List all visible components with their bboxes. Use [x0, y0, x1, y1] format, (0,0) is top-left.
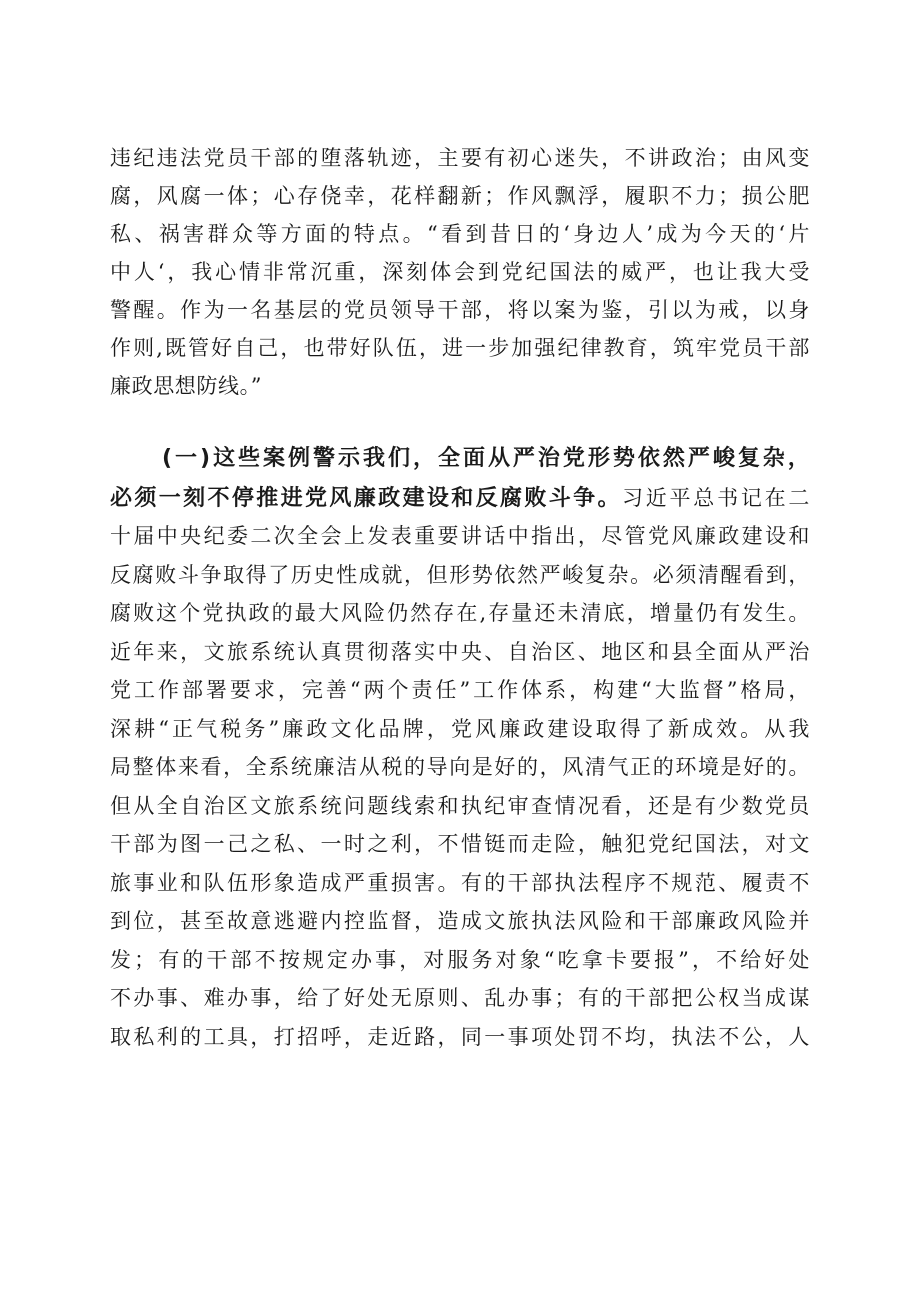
paragraph-2-line: 但从全自治区文旅系统问题线索和执纪审查情况看，还是有少数党员: [110, 793, 810, 818]
paragraph-2-line: 发；有的干部不按规定办事，对服务对象“吃拿卡要报”，不给好处: [110, 947, 810, 972]
paragraph-2-line: 局整体来看，全系统廉洁从税的导向是好的，风清气正的环境是好的。: [110, 755, 810, 779]
paragraph-2-line: 到位，甚至故意逃避内控监督，造成文旅执法风险和干部廉政风险并: [110, 909, 810, 933]
paragraph-2-line: 取私利的工具，打招呼，走近路，同一事项处罚不均，执法不公，人: [110, 1024, 810, 1049]
paragraph-2: [110, 440, 810, 1056]
paragraph-2-line: 十届中央纪委二次全会上发表重要讲话中指出，尽管党风廉政建设和: [110, 524, 810, 548]
paragraph-1-line: 中人‘，我心情非常沉重，深刻体会到党纪国法的威严，也让我大受: [110, 260, 810, 284]
section-heading-line-1: (一)这些案例警示我们，全面从严治党形势依然严峻复杂，: [162, 446, 810, 471]
paragraph-2-line: 近年来，文旅系统认真贯彻落实中央、自治区、地区和县全面从严治: [110, 639, 810, 664]
paragraph-2-line: 深耕“正气税务”廉政文化品牌，党风廉政建设取得了新成效。从我: [110, 716, 810, 741]
paragraph-2-line: 干部为图一己之私、一时之利，不惜铤而走险，触犯党纪国法，对文: [110, 832, 810, 856]
section-heading-bold-text: 必须一刻不停推进党风廉政建设和反腐败斗争。: [110, 485, 622, 511]
paragraph-1: [110, 139, 810, 405]
paragraph-2-line: 党工作部署要求，完善“两个责任”工作体系，构建“大监督”格局，: [110, 678, 810, 702]
section-heading-rest-text: 习近平总书记在二: [621, 485, 810, 510]
paragraph-1-line: 腐，风腐一体；心存侥幸，花样翻新；作风飘浮，履职不力；损公肥: [110, 184, 810, 208]
paragraph-2-line: 不办事、难办事，给了好处无原则、乱办事；有的干部把公权当成谋: [110, 986, 810, 1010]
section-heading-line-2: [110, 479, 810, 518]
paragraph-2-line: 反腐败斗争取得了历史性成就，但形势依然严峻复杂。必须清醒看到，: [110, 562, 810, 587]
paragraph-2-line: 腐败这个党执政的最大风险仍然存在,存量还未清底，增量仍有发生。: [110, 601, 810, 625]
paragraph-1-line: 廉政思想防线。”: [110, 374, 263, 398]
paragraph-1-line: 私、祸害群众等方面的特点。“看到昔日的‘身边人’成为今天的‘片: [110, 222, 810, 246]
paragraph-1-line: 违纪违法党员干部的堕落轨迹，主要有初心迷失，不讲政治；由风变: [110, 146, 810, 170]
paragraph-2-line: 旅事业和队伍形象造成严重损害。有的干部执法程序不规范、履责不: [110, 870, 810, 895]
paragraph-1-line: 警醒。作为一名基层的党员领导干部，将以案为鉴，引以为戒，以身: [110, 298, 810, 322]
paragraph-1-line: 作则,既管好自己，也带好队伍，进一步加强纪律教育，筑牢党员干部: [110, 336, 810, 360]
